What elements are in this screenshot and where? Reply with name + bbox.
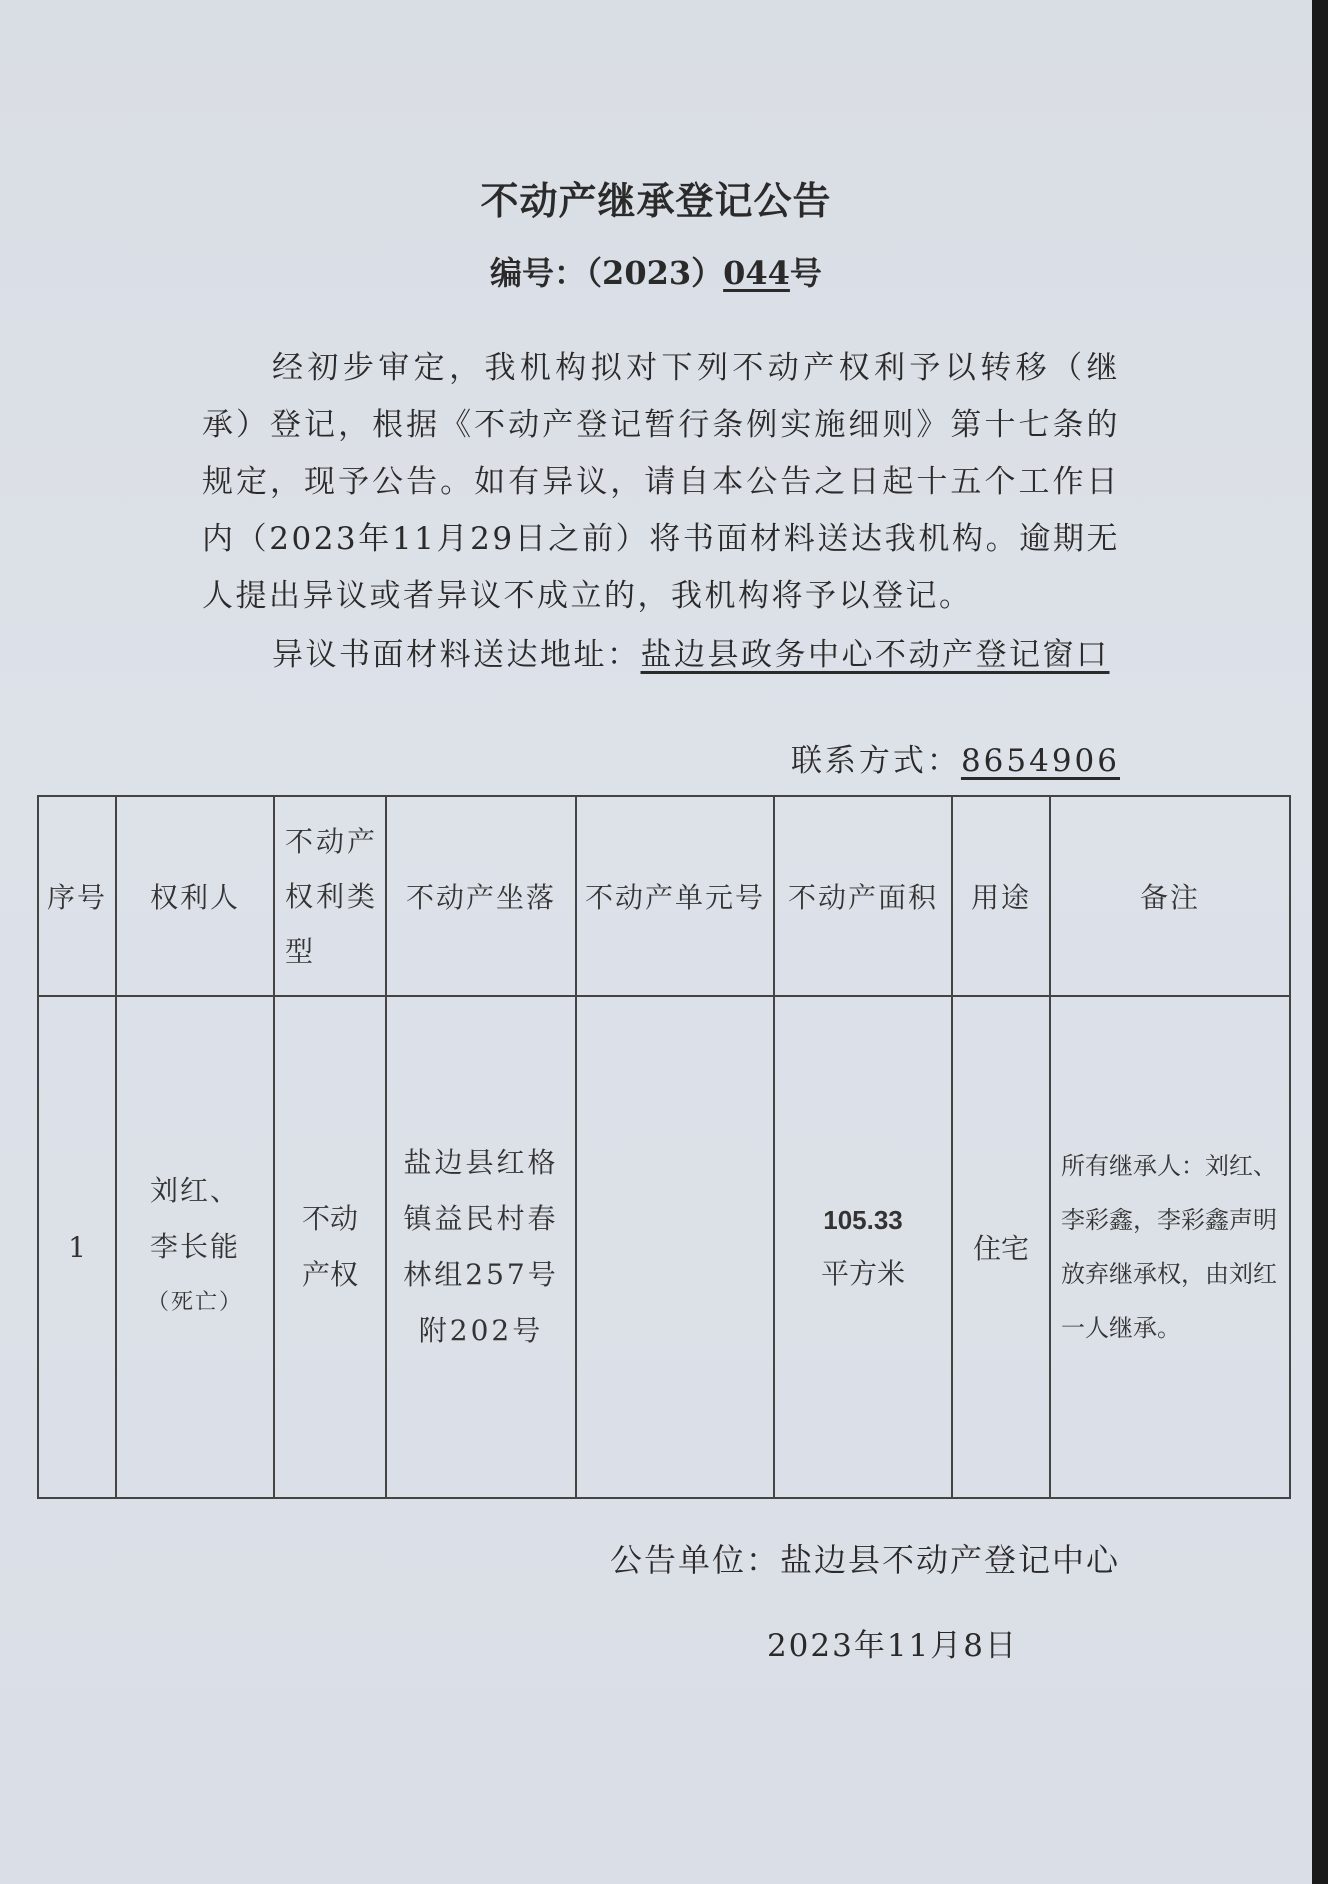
holder-note: （死亡） [146,1290,243,1315]
header-location: 不动产坐落 [386,796,576,996]
objection-label: 异议书面材料送达地址： [272,637,641,673]
objection-address-paragraph [202,627,1120,684]
document-number [0,248,1312,294]
issue-date: 2023年11月8日 [766,1628,1018,1664]
cell-right-type: 不动产权 [274,996,386,1498]
notice-paragraph: 经初步审定，我机构拟对下列不动产权利予以转移（继承）登记，根据《不动产登记暂行条例实施细则》第十七条的规定，现予公告。如有异议，请自本公告之日起十五个工作日内（2023年11月29日之前）将书面材料送达我机构。逾期无人提出异议或者异议不成立的，我机构将予以登记。 [202,350,1120,614]
contact-value: 8654906 [960,743,1120,779]
cell-seq: 1 [38,996,116,1498]
table-header-row [38,796,1290,996]
header-holder: 权利人 [116,796,274,996]
cell-location: 盐边县红格镇益民村春林组257号附202号 [386,996,576,1498]
area-value: 105.33 [823,1205,903,1235]
cell-usage: 住宅 [952,996,1050,1498]
header-usage: 用途 [952,796,1050,996]
issuer-line: 公告单位：盐边县不动产登记中心 [609,1541,1120,1579]
header-right-type: 不动产权利类型 [274,796,386,996]
document-title: 不动产继承登记公告 [480,178,832,223]
number-suffix: 号 [789,254,822,292]
cell-unit-no [576,996,774,1498]
registration-table [37,795,1291,1499]
cell-area [774,996,952,1498]
area-unit: 平方米 [820,1257,905,1290]
contact-line [791,735,1120,780]
header-remark: 备注 [1050,796,1290,996]
objection-address: 盐边县政务中心不动产登记窗口 [640,637,1110,673]
cell-remark: 所有继承人：刘红、李彩鑫，李彩鑫声明放弃继承权，由刘红一人继承。 [1050,996,1290,1498]
number-prefix: 编号：（2023） [490,254,724,292]
table-row [38,996,1290,1498]
cell-holder [116,996,274,1498]
header-unit-no: 不动产单元号 [576,796,774,996]
number-value: 044 [723,254,790,292]
holder-names: 刘红、李长能 [149,1174,240,1263]
contact-label: 联系方式： [790,743,961,779]
header-seq: 序号 [38,796,116,996]
header-area: 不动产面积 [774,796,952,996]
